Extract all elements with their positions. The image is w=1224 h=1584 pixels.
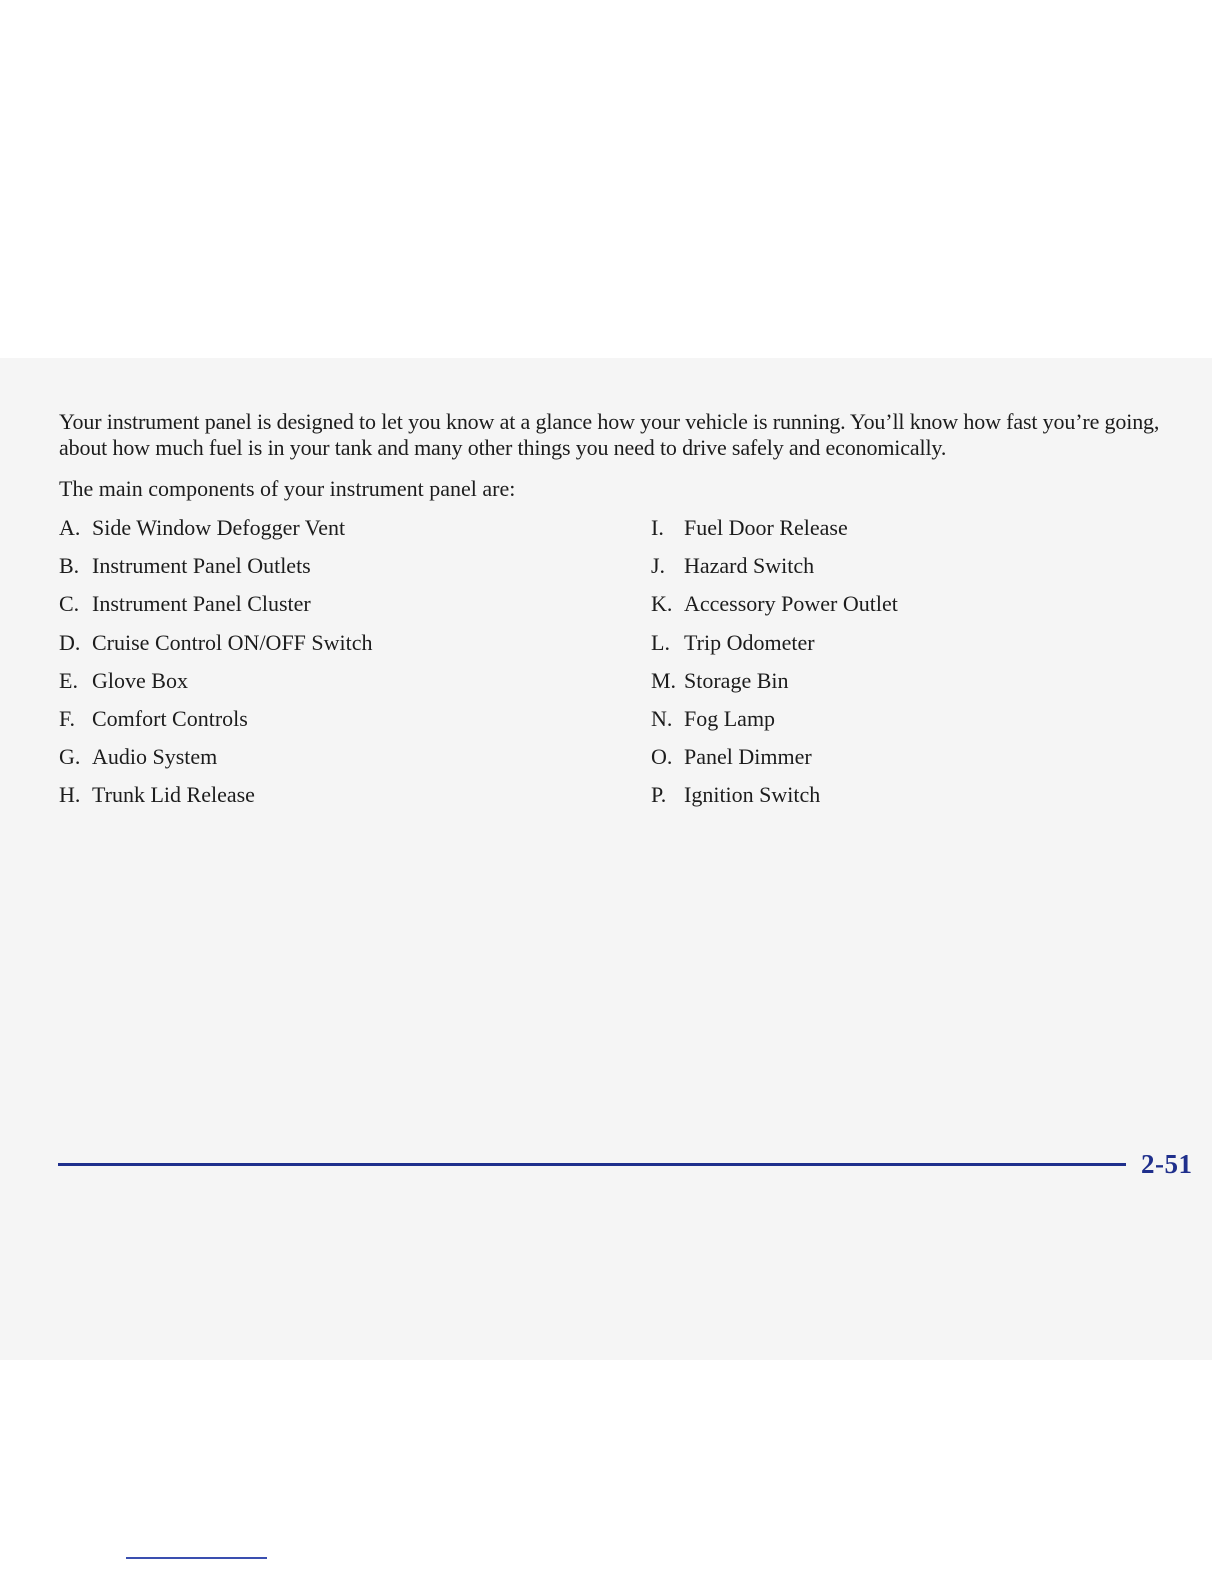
item-letter: B. [59, 553, 80, 579]
item-label: Instrument Panel Outlets [92, 553, 311, 579]
list-item [651, 742, 1191, 780]
item-label: Fog Lamp [684, 705, 776, 731]
item-label: Panel Dimmer [684, 744, 812, 770]
list-item [59, 666, 619, 704]
item-letter: N. [651, 705, 673, 731]
item-letter: L. [651, 629, 670, 655]
item-letter: I. [651, 515, 664, 540]
item-label: Glove Box [92, 667, 188, 693]
page-number: 2-51 [1141, 1149, 1193, 1179]
list-item [651, 589, 1191, 627]
item-label: Hazard Switch [684, 553, 815, 579]
item-label: Accessory Power Outlet [684, 591, 898, 617]
item-letter: E. [59, 667, 78, 693]
item-letter: O. [651, 744, 673, 770]
list-item [59, 628, 619, 666]
item-letter: C. [59, 591, 80, 617]
list-item [651, 513, 1191, 551]
list-item [651, 666, 1191, 704]
item-label: Ignition Switch [684, 782, 821, 808]
item-label: Cruise Control ON/OFF Switch [92, 629, 373, 655]
item-letter: H. [59, 782, 81, 808]
item-letter: A. [59, 515, 81, 540]
list-item [651, 551, 1191, 589]
page-content-band [0, 358, 1212, 1360]
list-item [59, 513, 619, 551]
item-label: Trunk Lid Release [92, 782, 255, 808]
item-label: Storage Bin [684, 667, 789, 693]
item-letter: P. [651, 782, 667, 808]
list-item [59, 780, 619, 818]
item-letter: F. [59, 705, 75, 731]
components-heading: The main components of your instrument panel are: [59, 476, 516, 501]
item-label: Audio System [92, 744, 218, 770]
item-label: Comfort Controls [92, 705, 248, 731]
list-item [59, 551, 619, 589]
list-item [651, 780, 1191, 818]
item-label: Fuel Door Release [684, 515, 848, 540]
list-item [651, 628, 1191, 666]
item-letter: G. [59, 744, 81, 770]
item-label: Instrument Panel Cluster [92, 591, 311, 617]
item-letter: K. [651, 591, 673, 617]
list-item [59, 589, 619, 627]
footer-rule [58, 1163, 1126, 1166]
components-list-right [651, 513, 1191, 819]
bottom-divider [126, 1557, 267, 1559]
list-item [59, 704, 619, 742]
item-letter: D. [59, 629, 81, 655]
item-label: Side Window Defogger Vent [92, 515, 346, 540]
components-list-left [59, 513, 619, 819]
intro-paragraph: Your instrument panel is designed to let you know at a glance how your vehicle is running. You’ll know how fast you’re going, about how much fuel is in your tank and many other things you need to drive safely and economically. [59, 409, 1160, 460]
list-item [651, 704, 1191, 742]
item-label: Trip Odometer [684, 629, 815, 655]
list-item [59, 742, 619, 780]
item-letter: J. [651, 553, 666, 579]
item-letter: M. [651, 667, 677, 693]
